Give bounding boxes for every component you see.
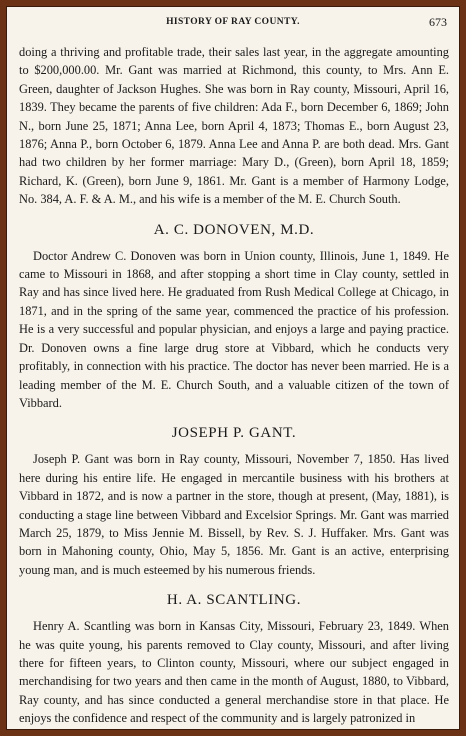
paragraph-scantling: Henry A. Scantling was born in Kansas City, Missouri, February 23, 1849. When he was quite young, his parents removed to Clay county, Missouri, and after living there for fifteen years, to Clinton county, Missouri, where our subject engaged in merchandising for two years and then came in the month of August, 1880, to Vibbard, Ray county, and has since conducted a general merchandise store in that place. He enjoys the confidence and respect of the community and is largely patronized in (19, 619, 449, 726)
running-head: HISTORY OF RAY COUNTY. (166, 17, 300, 27)
paragraph-gant-continued: doing a thriving and profitable trade, their sales last year, in the aggregate amounting to $200,000.00. Mr. Gant was married at Richmond, this county, to Mrs. Ann E. Green, daughter of Jackson Hughes. She was born in Ray county, Missouri, April 16, 1839. They became the parents of five children: Ada F., born December 6, 1869; John N., born June 25, 1871; Anna Lee, born April 4, 1873; Thomas E., born August 23, 1876; Anna P., born October 6, 1879. Anna Lee and Anna P. are both dead. Mrs. Gant had two children by her former marriage: Mary D., (Green), born April 18, 1859; Richard, K. (Green), born June 9, 1861. Mr. Gant is a member of Harmony Lodge, No. 384, A. F. & A. M., and his wife is a member of the M. E. Church South. (19, 45, 449, 207)
page-number: 673 (429, 15, 447, 29)
page-header (7, 17, 459, 33)
book-page (6, 6, 460, 730)
heading-donoven: A. C. DONOVEN, M.D. (153, 221, 315, 238)
paragraph-donoven: Doctor Andrew C. Donoven was born in Union county, Illinois, June 1, 1849. He came to Missouri in 1868, and after stopping a short time in Clay county, settled in Ray and has since lived here. He graduated from Rush Medical College at Chicago, in 1871, and in the spring of the same year, commenced the practice of his profession. He is a very successful and popular physician, and enjoys a large and paying practice. Dr. Donoven owns a fine large drug store at Vibbard, which he conducts very profitably, in connection with his practice. The doctor has never been married. He is a leading member of the M. E. Church South, and a valuable citizen of the town of Vibbard. (19, 248, 449, 410)
paragraph-joseph-gant: Joseph P. Gant was born in Ray county, Missouri, November 7, 1850. Has lived here during his entire life. He engaged in mercantile business with his brothers at Vibbard in 1872, and is now a partner in the store, though at present, (May, 1881), is conducting a stage line between Vibbard and Excelsior Springs. Mr. Gant was married March 25, 1879, to Miss Jennie M. Bissell, by Rev. S. J. Huffaker. Mrs. Gant was born in Mahoning county, Ohio, May 5, 1856. Mr. Gant is an active, enterprising young man, and is much esteemed by his numerous friends. (19, 452, 449, 577)
heading-scantling: H. A. SCANTLING. (166, 592, 302, 609)
page-body (19, 43, 449, 728)
heading-joseph-gant: JOSEPH P. GANT. (171, 425, 297, 442)
